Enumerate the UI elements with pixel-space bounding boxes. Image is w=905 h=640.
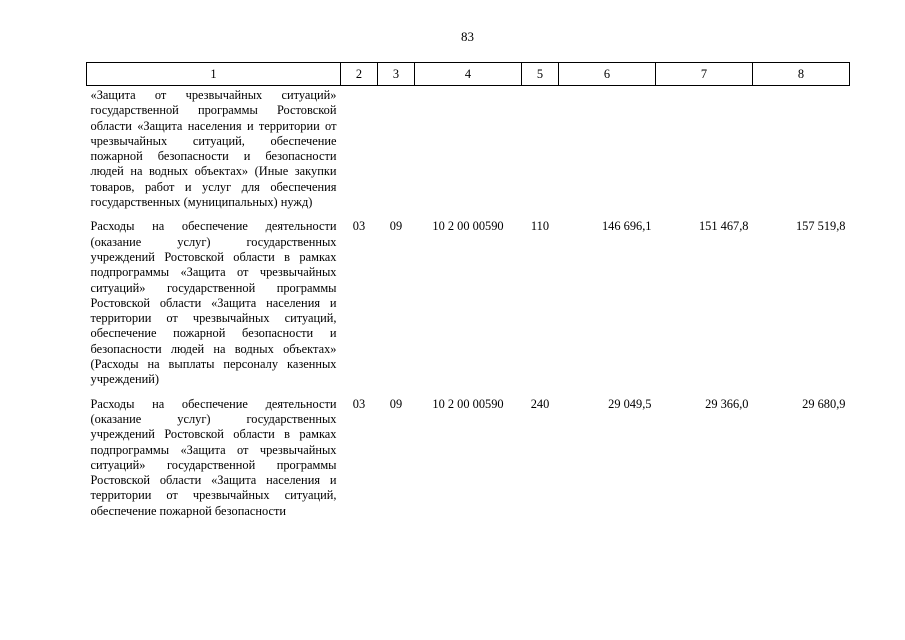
row-section: 03 [352, 219, 366, 234]
row-section [341, 86, 378, 217]
row-amount-2: 151 467,8 [698, 219, 749, 234]
row-amount-3 [753, 86, 850, 217]
row-description: Расходы на обеспечение деятельности (оказание услуг) государственных учреждений Ростовской области в рамках подпрограммы «Защита от чрезвычайных ситуаций» государственной программы Ростовской области «Защита населения и территории от чрезвычайных ситуаций, обеспечение пожарной безопасности и безопасности людей на водных объектах» (Расходы на выплаты персоналу казенных учреждений) [90, 219, 337, 387]
row-description: Расходы на обеспечение деятельности (оказание услуг) государственных учреждений Ростовской области в рамках подпрограммы «Защита от чрезвычайных ситуаций» государственной программы Ростовской области «Защита населения и территории от чрезвычайных ситуаций, обеспечение пожарной безопасности [90, 396, 337, 518]
table-row [87, 394, 850, 519]
row-expense-type [522, 86, 559, 217]
row-amount-1: 146 696,1 [601, 219, 652, 234]
row-amount-2 [656, 86, 753, 217]
page-number: 83 [461, 29, 474, 44]
row-amount-3: 29 680,9 [802, 396, 846, 411]
table-row [87, 216, 850, 393]
row-target-code [415, 86, 522, 217]
row-subsection: 09 [389, 396, 403, 411]
row-target-code: 10 2 00 00590 [432, 219, 504, 234]
budget-table [86, 62, 850, 519]
row-description: «Защита от чрезвычайных ситуаций» государственной программы Ростовской области «Защита населения и территории от чрезвычайных ситуаций, обеспечение пожарной безопасности и безопасности людей на водных объектах» (Иные закупки товаров, работ и услуг для обеспечения государственных (муниципальных) нужд) [90, 88, 337, 210]
table-header-row [87, 63, 850, 86]
row-subsection: 09 [389, 219, 403, 234]
row-target-code: 10 2 00 00590 [432, 396, 504, 411]
row-expense-type: 240 [530, 396, 550, 411]
row-amount-2: 29 366,0 [705, 396, 749, 411]
column-header: 8 [753, 63, 850, 86]
column-header: 2 [341, 63, 378, 86]
row-amount-1 [559, 86, 656, 217]
row-expense-type: 110 [530, 219, 550, 234]
column-header: 6 [559, 63, 656, 86]
row-amount-3: 157 519,8 [795, 219, 846, 234]
column-header: 7 [656, 63, 753, 86]
column-header: 1 [87, 63, 341, 86]
column-header: 3 [378, 63, 415, 86]
column-header: 5 [522, 63, 559, 86]
row-section: 03 [352, 396, 366, 411]
row-subsection [378, 86, 415, 217]
column-header: 4 [415, 63, 522, 86]
row-amount-1: 29 049,5 [608, 396, 652, 411]
table-row [87, 86, 850, 217]
